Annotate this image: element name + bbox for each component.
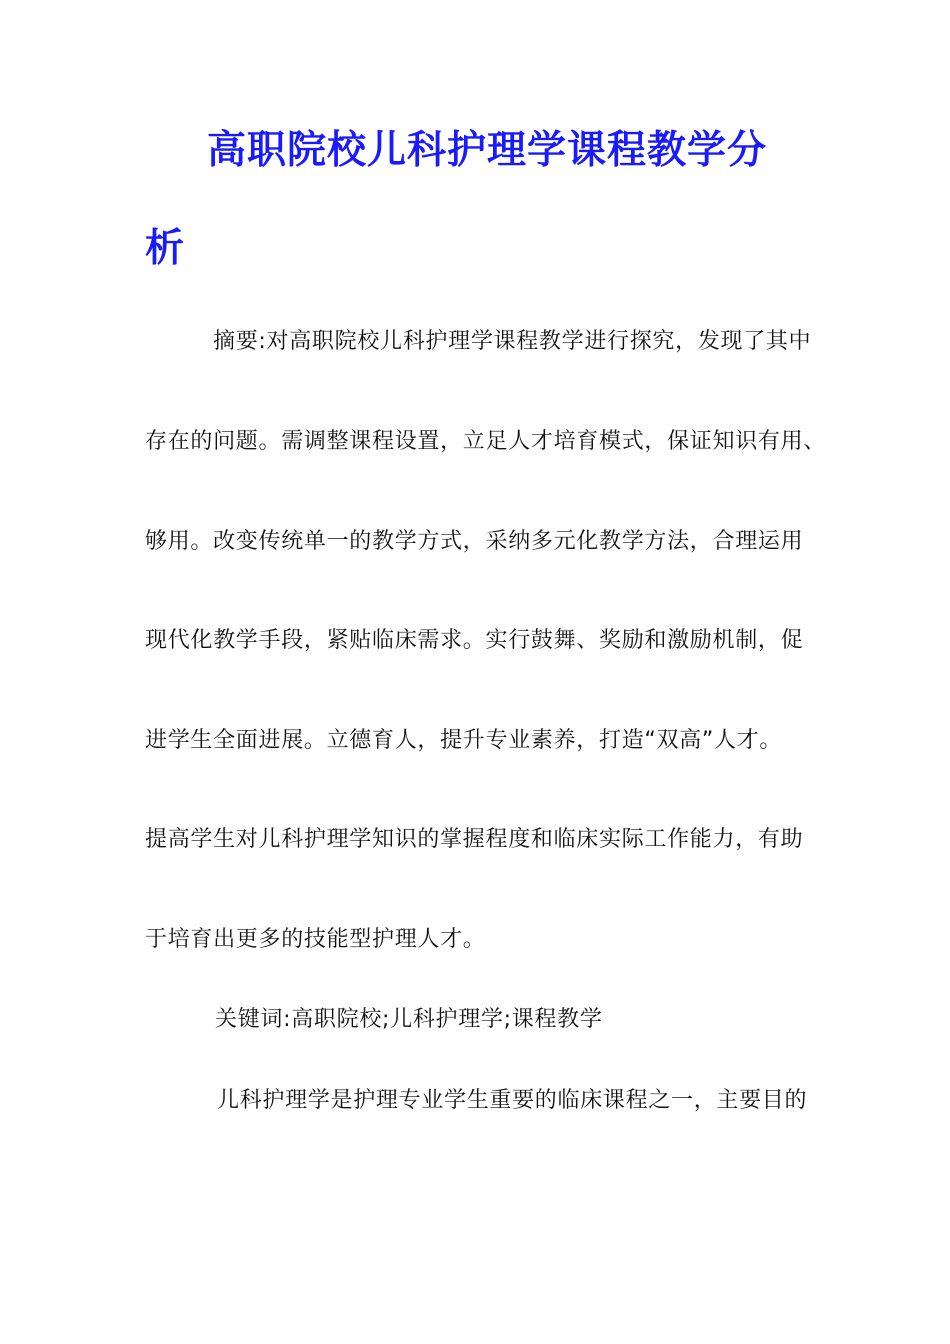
abstract-line-3: 够用。改变传统单一的教学方式，采纳多元化教学方法，合理运用 <box>145 529 804 554</box>
abstract-line-1: 摘要:对高职院校儿科护理学课程教学进行探究，发现了其中 <box>213 329 812 354</box>
abstract-line-4: 现代化教学手段，紧贴临床需求。实行鼓舞、奖励和激励机制，促 <box>145 628 804 653</box>
body-paragraph-line-1: 儿科护理学是护理专业学生重要的临床课程之一，主要目的 <box>217 1088 808 1113</box>
document-title-line-2: 析 <box>145 225 185 271</box>
abstract-line-6: 提高学生对儿科护理学知识的掌握程度和临床实际工作能力，有助 <box>145 827 804 852</box>
abstract-line-2: 存在的问题。需调整课程设置，立足人才培育模式，保证知识有用、 <box>145 429 827 454</box>
document-title-line-1: 高职院校儿科护理学课程教学分 <box>207 127 768 173</box>
keywords-line: 关键词:高职院校;儿科护理学;课程教学 <box>215 1007 603 1032</box>
abstract-line-5: 进学生全面进展。立德育人，提升专业素养，打造“双高”人才。 <box>145 728 783 753</box>
abstract-line-7: 于培育出更多的技能型护理人才。 <box>145 927 486 952</box>
